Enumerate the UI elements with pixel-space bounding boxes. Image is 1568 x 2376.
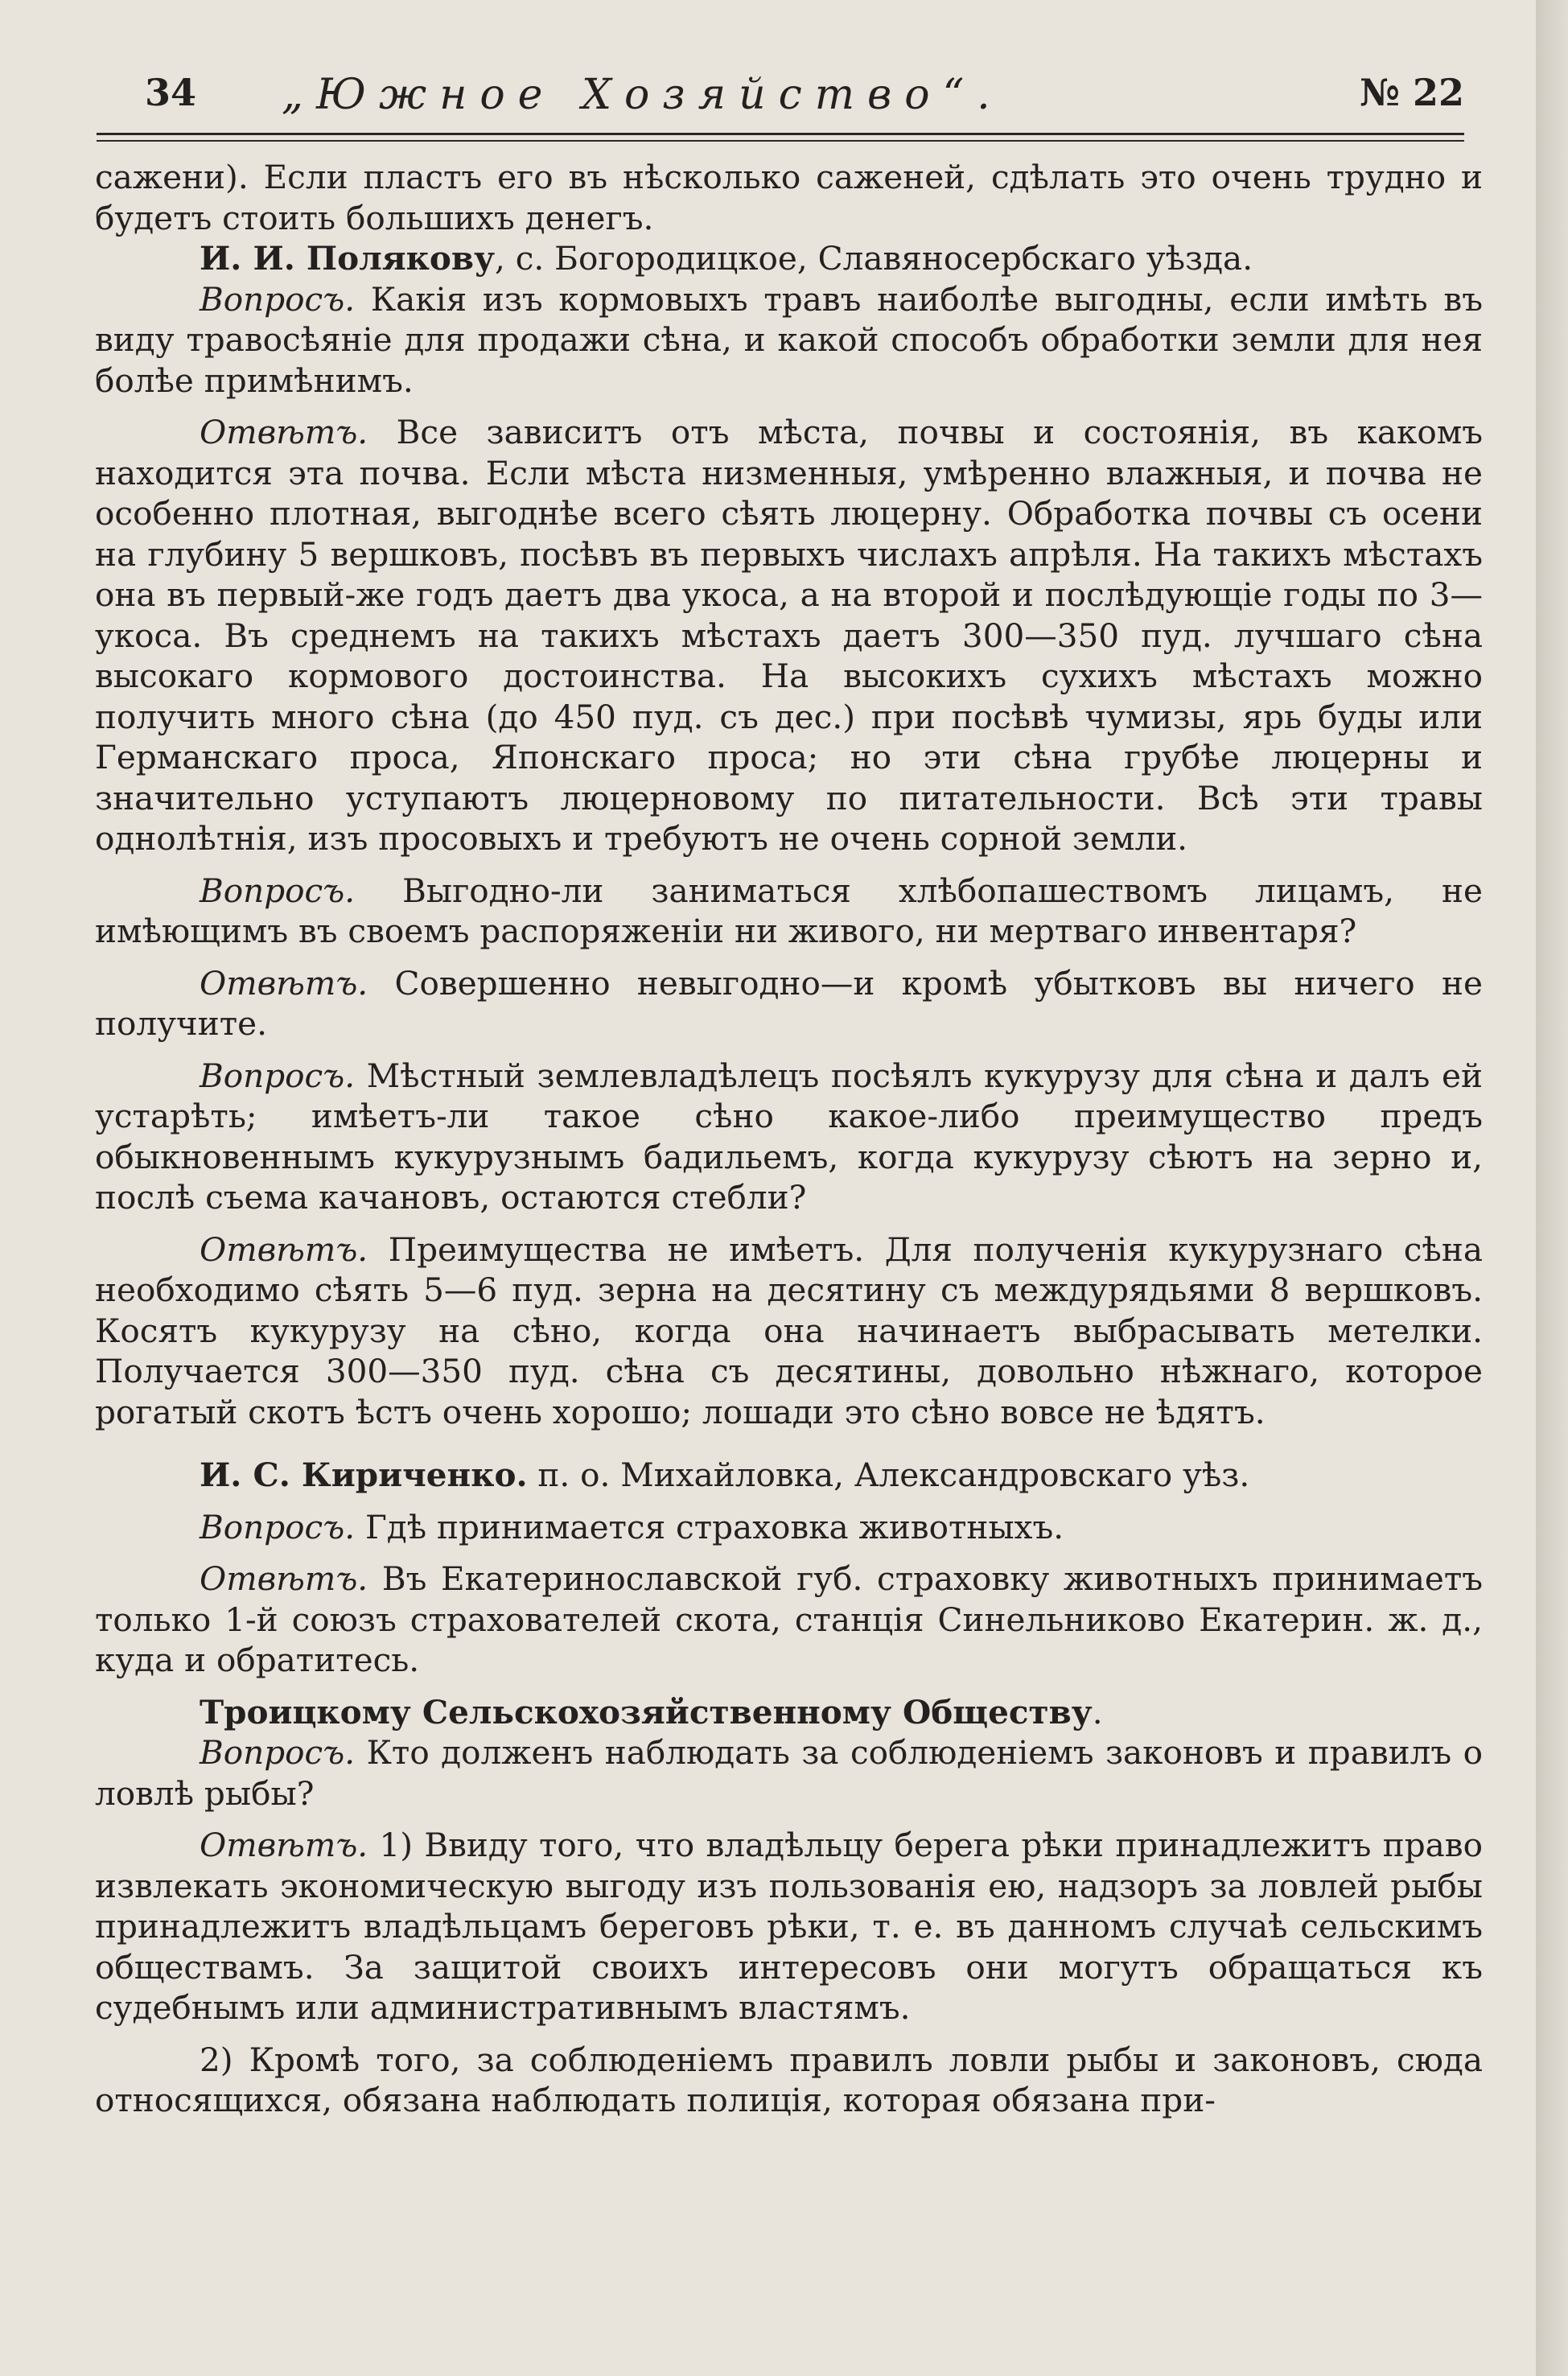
header-rule-thick <box>97 133 1464 135</box>
question-paragraph: Вопросъ. Какія изъ кормовыхъ травъ наиболѣе выгодны, если имѣть въ виду травосѣяніе для продажи сѣна, и какой способъ обработки земли для нея болѣе примѣнимъ. <box>95 279 1483 400</box>
question-paragraph: Вопросъ. Мѣстный землевладѣлецъ посѣялъ кукурузу для сѣна и далъ ей устарѣть; имѣетъ-ли такое сѣно какое-либо преимущество предъ обыкновеннымъ кукурузнымъ бадильемъ, когда кукурузу сѣютъ на зерно и, послѣ съема качановъ, остаются стебли? <box>95 1056 1483 1217</box>
question-paragraph: Вопросъ. Выгодно-ли заниматься хлѣбопашествомъ лицамъ, не имѣющимъ въ своемъ распоряженіи ни живого, ни мертваго инвентаря? <box>95 871 1483 950</box>
paragraph-point-2: 2) Кромѣ того, за соблюденіемъ правилъ ловли рыбы и законовъ, сюда относящихся, обязана наблюдать полиція, которая обязана при- <box>95 2040 1483 2119</box>
answer-label: Отвѣтъ. <box>200 1229 368 1269</box>
addressee-heading: Троицкому Сельскохозяйственному Обществу. <box>200 1692 1103 1732</box>
answer-label: Отвѣтъ. <box>200 963 368 1003</box>
question-label: Вопросъ. <box>200 1507 356 1546</box>
running-header <box>97 71 1464 135</box>
journal-title: „Южное Хозяйство“. <box>282 71 1003 119</box>
page-edge-shadow <box>1536 0 1568 2376</box>
answer-paragraph: Отвѣтъ. Преимущества не имѣетъ. Для полученія кукурузнаго сѣна необходимо сѣять 5—6 пуд. зерна на десятину съ междурядьями 8 вершковъ. Косятъ кукурузу на сѣно, когда она начинаетъ выбрасывать метелки. Получается 300—350 пуд. сѣна съ десятины, довольно нѣжнаго, которое рогатый скотъ ѣстъ очень хорошо; лошади это сѣно вовсе не ѣдятъ. <box>95 1229 1483 1431</box>
paragraph-continuation: сажени). Если пластъ его въ нѣсколько саженей, сдѣлать это очень трудно и будетъ стоить большихъ денегъ. <box>95 158 1483 237</box>
answer-label: Отвѣтъ. <box>200 1559 368 1598</box>
addressee-name: Троицкому Сельскохозяйственному Обществу <box>200 1692 1093 1732</box>
header-rule-thin <box>97 140 1464 142</box>
question-label: Вопросъ. <box>200 871 356 910</box>
addressee-name: И. С. Кириченко. <box>200 1456 528 1494</box>
question-label: Вопросъ. <box>200 279 356 319</box>
page-number: 34 <box>145 71 197 114</box>
question-label: Вопросъ. <box>200 1733 356 1772</box>
answer-paragraph: Отвѣтъ. Въ Екатеринославской губ. страховку животныхъ принимаетъ только 1-й союзъ страхователей скота, станція Синельниково Екатерин. ж. д., куда и обратитесь. <box>95 1559 1483 1679</box>
answer-paragraph: Отвѣтъ. Совершенно невыгодно—и кромѣ убытковъ вы ничего не получите. <box>95 963 1483 1043</box>
article-body <box>95 157 1483 2121</box>
addressee-heading: И. С. Кириченко. п. о. Михайловка, Александровскаго уѣз. <box>200 1456 1250 1494</box>
issue-number: № 22 <box>1359 71 1464 114</box>
answer-label: Отвѣтъ. <box>200 1826 368 1864</box>
addressee-name: И. И. Полякову <box>200 239 495 278</box>
question-paragraph: Вопросъ. Гдѣ принимается страховка животныхъ. <box>200 1507 1064 1546</box>
question-paragraph: Вопросъ. Кто долженъ наблюдать за соблюденіемъ законовъ и правилъ о ловлѣ рыбы? <box>95 1733 1483 1813</box>
addressee-heading: И. И. Полякову, с. Богородицкое, Славяносербскаго уѣзда. <box>200 239 1253 278</box>
answer-paragraph: Отвѣтъ. Все зависитъ отъ мѣста, почвы и состоянія, въ какомъ находится эта почва. Если мѣста низменныя, умѣренно влажныя, и почва не особенно плотная, выгоднѣе всего сѣять люцерну. Обработка почвы съ осени на глубину 5 вершковъ, посѣвъ въ первыхъ числахъ апрѣля. На такихъ мѣстахъ она въ первый-же годъ даетъ два укоса, а на второй и послѣдующіе годы по 3—укоса. Въ среднемъ на такихъ мѣстахъ даетъ 300—350 пуд. лучшаго сѣна высокаго кормового достоинства. На высокихъ сухихъ мѣстахъ можно получить много сѣна (до 450 пуд. съ дес.) при посѣвѣ чумизы, ярь буды или Германскаго проса, Японскаго проса; но эти сѣна грубѣе люцерны и значительно уступаютъ люцерновому по питательности. Всѣ эти травы однолѣтнія, изъ просовыхъ и требуютъ не очень сорной земли. <box>95 413 1483 858</box>
question-label: Вопросъ. <box>200 1056 356 1095</box>
answer-paragraph: Отвѣтъ. 1) Ввиду того, что владѣльцу берега рѣки принадлежитъ право извлекать экономическую выгоду изъ пользованія ею, надзоръ за ловлей рыбы принадлежитъ владѣльцамъ береговъ рѣки, т. е. въ данномъ случаѣ сельскимъ обществамъ. За защитой своихъ интересовъ они могутъ обращаться къ судебнымъ или административнымъ властямъ. <box>95 1826 1483 2027</box>
answer-label: Отвѣтъ. <box>200 413 368 451</box>
